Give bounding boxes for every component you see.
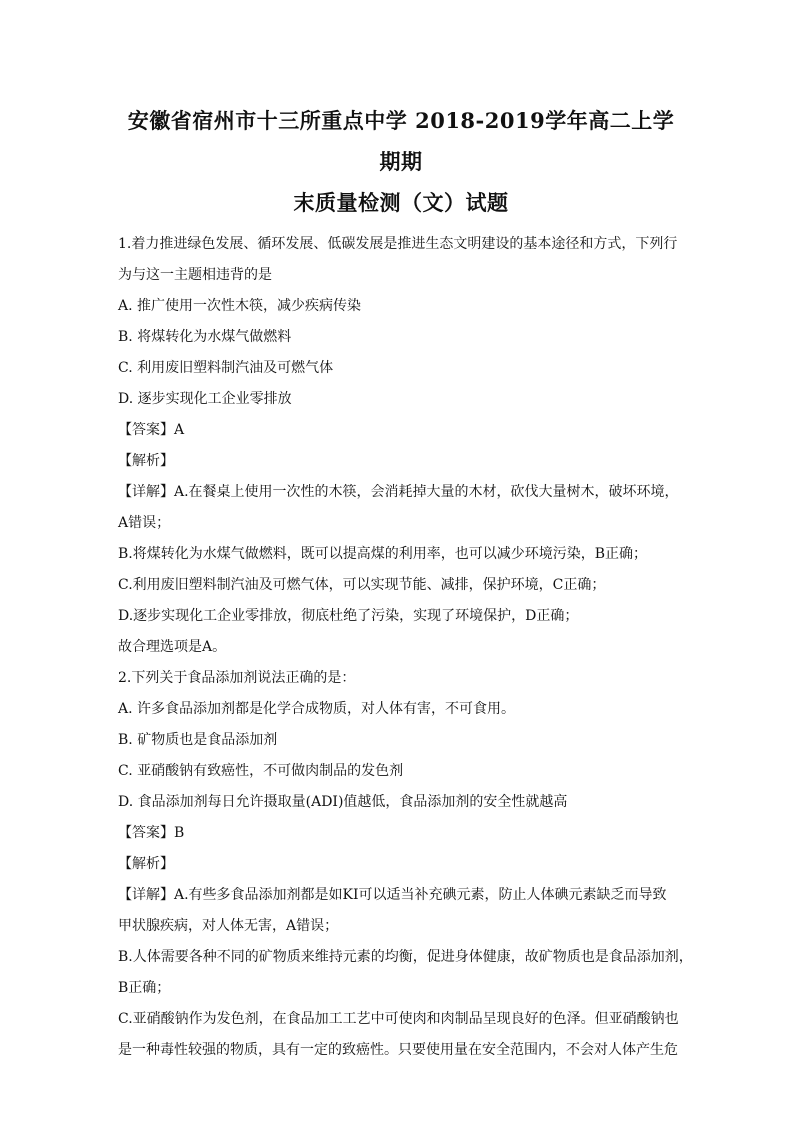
question-1-option-d: D. 逐步实现化工企业零排放 [118, 391, 292, 407]
question-2-detail-c-cont: 是一种毒性较强的物质，具有一定的致癌性。只要使用量在安全范围内，不会对人体产生危 [118, 1042, 678, 1058]
question-2-detail-a: 【详解】A.有些多食品添加剂都是如KI可以适当补充碘元素，防止人体碘元素缺乏而导致 [118, 887, 667, 903]
question-2-analysis-heading: 【解析】 [118, 856, 174, 872]
question-1-conclusion: 故合理选项是A。 [118, 639, 227, 655]
document-body [118, 229, 693, 1066]
question-1-option-b: B. 将煤转化为水煤气做燃料 [118, 329, 292, 345]
question-1-stem: 1.着力推进绿色发展、循环发展、低碳发展是推进生态文明建设的基本途径和方式，下列行 [118, 236, 678, 252]
question-2-detail-a-cont: 甲状腺疾病，对人体无害，A错误； [118, 918, 339, 934]
question-2-detail-b-cont: B正确； [118, 980, 171, 996]
question-1-detail-a-cont: A错误； [118, 515, 171, 531]
question-2-detail-b: B.人体需要各种不同的矿物质来维持元素的均衡，促进身体健康，故矿物质也是食品添加剂， [118, 949, 693, 965]
question-1-detail-a: 【详解】A.在餐桌上使用一次性的木筷，会消耗掉大量的木材，砍伐大量树木，破坏环境， [118, 484, 679, 500]
question-1-detail-b: B.将煤转化为水煤气做燃料，既可以提高煤的利用率，也可以减少环境污染，B正确； [118, 546, 648, 562]
question-2-detail-c: C.亚硝酸钠作为发色剂，在食品加工工艺中可使肉和肉制品呈现良好的色泽。但亚硝酸钠也 [118, 1011, 679, 1027]
title-line-2: 末质量检测（文）试题 [293, 190, 509, 215]
question-1-answer: 【答案】A [118, 422, 185, 438]
question-1-option-a: A. 推广使用一次性木筷，减少疾病传染 [118, 298, 362, 314]
question-2-option-d: D. 食品添加剂每日允许摄取量(ADI)值越低，食品添加剂的安全性就越高 [118, 794, 568, 810]
question-1-stem-cont: 为与这一主题相违背的是 [118, 267, 272, 283]
question-1-detail-d: D.逐步实现化工企业零排放，彻底杜绝了污染，实现了环境保护，D正确； [118, 608, 579, 624]
question-2-option-c: C. 亚硝酸钠有致癌性，不可做肉制品的发色剂 [118, 763, 404, 779]
question-1-analysis-heading: 【解析】 [118, 453, 174, 469]
question-1-detail-c: C.利用废旧塑料制汽油及可燃气体，可以实现节能、减排，保护环境，C正确； [118, 577, 606, 593]
question-2-answer: 【答案】B [118, 825, 185, 841]
question-2-option-a: A. 许多食品添加剂都是化学合成物质，对人体有害，不可食用。 [118, 701, 516, 717]
question-1-option-c: C. 利用废旧塑料制汽油及可燃气体 [118, 360, 334, 376]
question-2-option-b: B. 矿物质也是食品添加剂 [118, 732, 278, 748]
question-2-stem: 2.下列关于食品添加剂说法正确的是： [118, 670, 356, 686]
document-title [118, 100, 684, 223]
title-line-1: 安徽省宿州市十三所重点中学 2018-2019学年高二上学期期 [127, 108, 675, 174]
